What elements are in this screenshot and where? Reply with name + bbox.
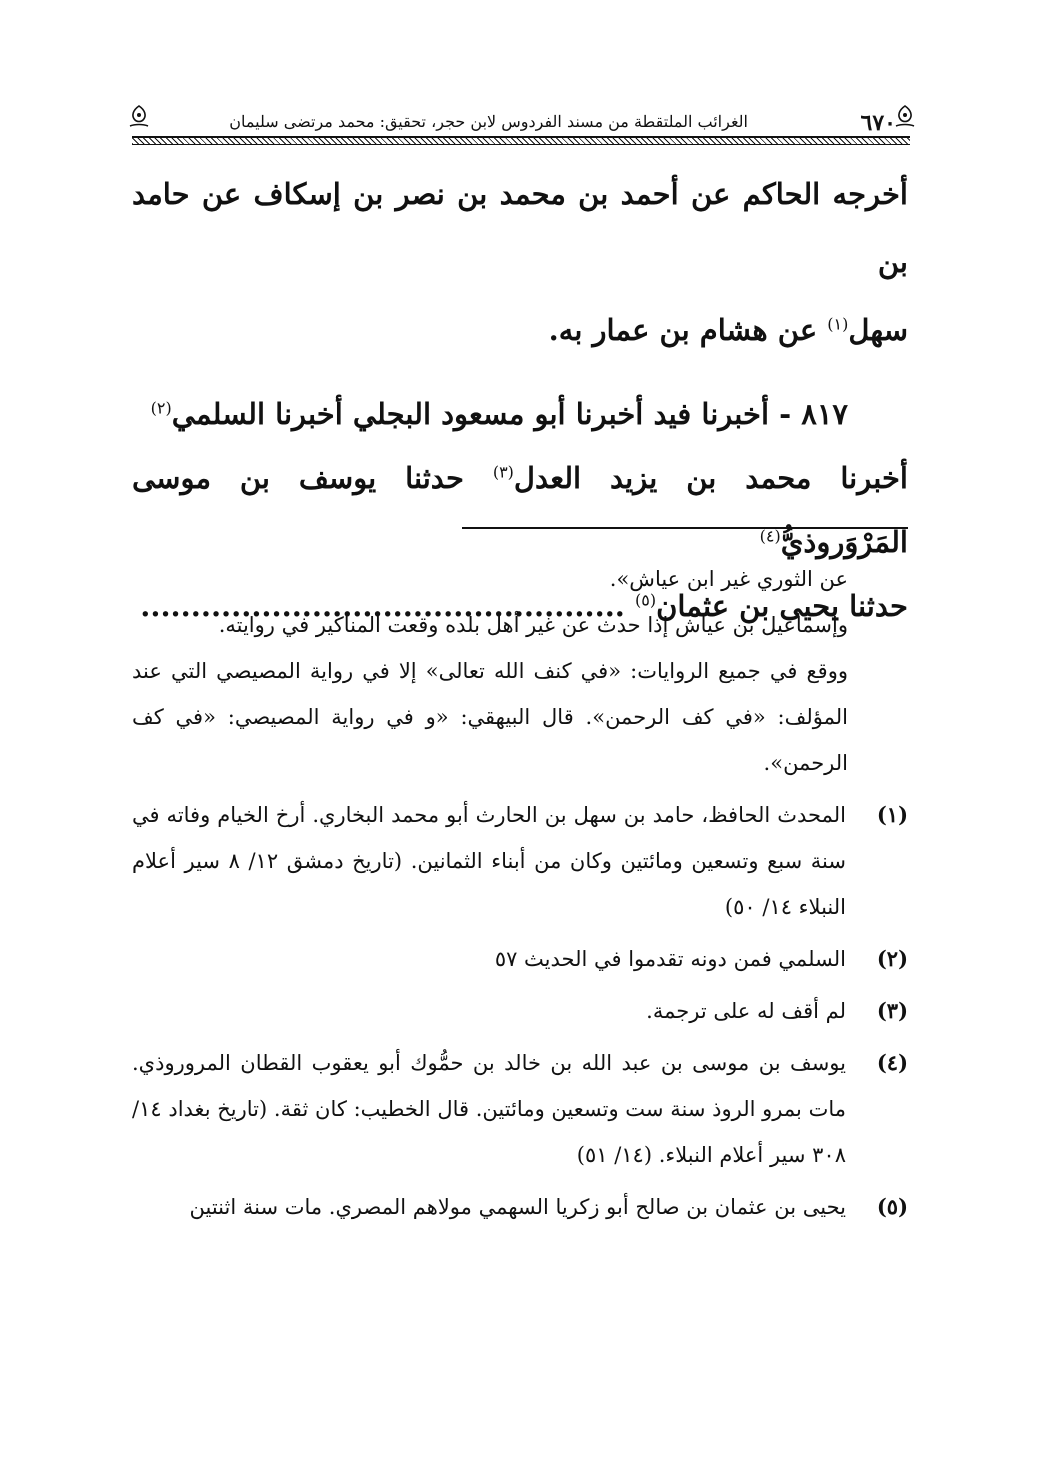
footnote-ref[interactable]: (٣) bbox=[492, 462, 514, 482]
floral-ornament-icon bbox=[126, 104, 152, 130]
footnote-item bbox=[132, 792, 908, 930]
footnote-continuation: عن الثوري غير ابن عياش». bbox=[609, 567, 848, 591]
page-number: ٦٧٠ bbox=[860, 110, 896, 136]
footnote-number: (٥) bbox=[876, 1194, 908, 1219]
footnote-ref[interactable]: (١) bbox=[827, 314, 849, 334]
footnote-ref[interactable]: (٤) bbox=[759, 526, 781, 546]
footnote-number: (٣) bbox=[876, 998, 908, 1023]
footnote-number: (٤) bbox=[876, 1050, 908, 1075]
footnote-text: يوسف بن موسى بن عبد الله بن خالد بن حمُّوك أبو يعقوب القطان المروروذي. مات بمرو الروذ سنة ست وتسعين ومائتين. قال الخطيب: كان ثقة. (تاريخ بغداد ١٤/ ٣٠٨ سير أعلام النبلاء. (١٤/ ٥١) bbox=[132, 1051, 847, 1167]
text-line: أخبرنا محمد بن يزيد العدل bbox=[513, 461, 908, 495]
footnote-item bbox=[132, 988, 908, 1034]
footnote-number: (٢) bbox=[876, 946, 908, 971]
footnote-ref[interactable]: (٢) bbox=[150, 398, 172, 418]
footnote-separator bbox=[462, 527, 908, 529]
text-line: عن هشام بن عمار به. bbox=[548, 313, 828, 347]
footnote-item bbox=[132, 1184, 908, 1230]
footnote-ref[interactable]: (٥) bbox=[634, 590, 657, 610]
footnote-continuation: وإسماعيل بن عياش إذا حدث عن غير أهل بلده وقعت المناكير في روايته. bbox=[218, 613, 848, 637]
text-line: - أخبرنا فيد أخبرنا أبو مسعود البجلي أخبرنا السلمي bbox=[171, 397, 802, 431]
footnote-text: يحيى بن عثمان بن صالح أبو زكريا السهمي مولاهم المصري. مات سنة اثنتين bbox=[189, 1195, 846, 1219]
text-line: حدثنا يحيى بن عثمان bbox=[656, 589, 908, 623]
footnotes bbox=[132, 556, 908, 1230]
footnote-item bbox=[132, 1040, 908, 1178]
footnote-continuation: ووقع في جميع الروايات: «في كنف الله تعالى» إلا في رواية المصيصي التي عند المؤلف: «في كف الرحمن». قال البيهقي: «و في رواية المصيصي: «في كف الرحمن». bbox=[132, 659, 848, 775]
hadith-number: ٨١٧ bbox=[801, 397, 848, 431]
footnote-item bbox=[132, 936, 908, 982]
paragraph-takhrij bbox=[132, 160, 908, 364]
footnote-text: المحدث الحافظ، حامد بن سهل بن الحارث أبو محمد البخاري. أرخ الخيام وفاته في سنة سبع وتسعين ومائتين وكان من أبناء الثمانين. (تاريخ دمشق ١٢/ ٨ سير أعلام النبلاء ١٤/ ٥٠) bbox=[132, 803, 846, 919]
header-rule bbox=[132, 136, 910, 145]
footnote-text: لم أقف له على ترجمة. bbox=[646, 999, 846, 1023]
running-header bbox=[132, 100, 910, 142]
running-title: الغرائب الملتقطة من مسند الفردوس لابن حجر، تحقيق: محمد مرتضى سليمان bbox=[229, 112, 748, 131]
text-line: أخرجه الحاكم عن أحمد بن محمد بن نصر بن إسكاف عن حامد بن bbox=[132, 177, 908, 279]
text-line: سهل bbox=[848, 313, 908, 347]
text-line: حدثنا يوسف بن موسى المَرْوَروذيُّ bbox=[132, 461, 908, 559]
footnote-text: السلمي فمن دونه تقدموا في الحديث ٥٧ bbox=[494, 947, 846, 971]
footnote-number: (١) bbox=[876, 802, 908, 827]
continuation-dots: ................................................ bbox=[140, 589, 635, 623]
